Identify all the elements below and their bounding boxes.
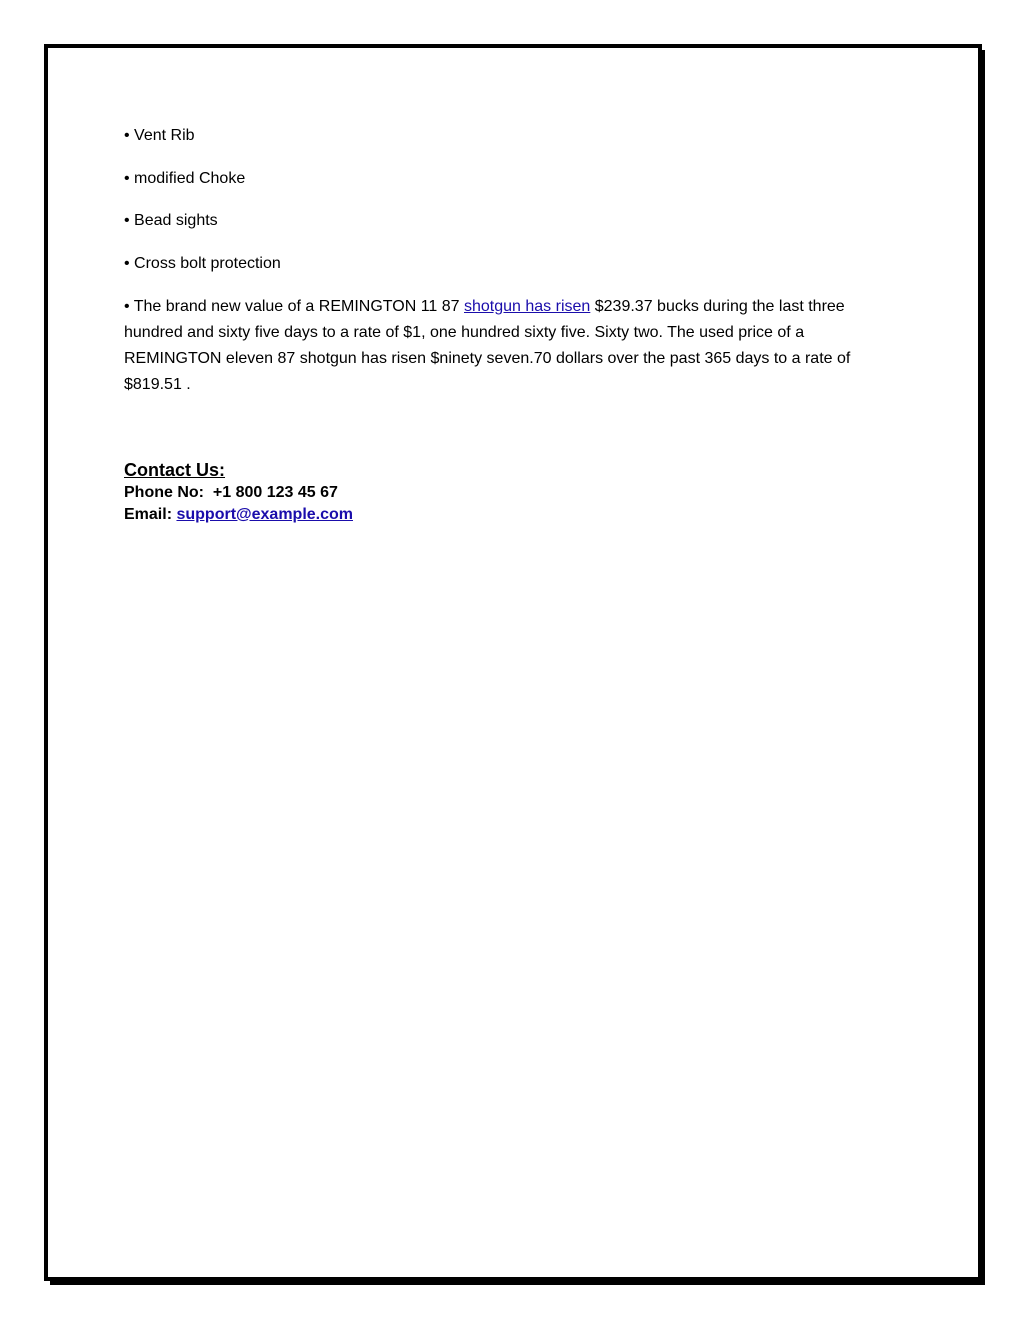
- phone-line: [124, 482, 894, 504]
- document-content: [124, 123, 894, 526]
- bullet-modified-choke: • modified Choke: [124, 169, 246, 187]
- phone-label: Phone No:: [124, 483, 213, 501]
- page-frame: [44, 44, 982, 1281]
- price-paragraph-rest: $239.37 bucks during the last three hundred and sixty five days to a rate of $1, one hundred sixty five. Sixty two. The used price of a REMINGTON eleven 87 shotgun has risen $ninety seven.70 dollars over the past 365 days to a rate of $819.51 .: [124, 297, 851, 393]
- price-paragraph-start: • The brand new value of a REMINGTON 11 87: [124, 297, 464, 315]
- contact-heading: Contact Us:: [124, 459, 226, 480]
- bullet-vent-rib: • Vent Rib: [124, 127, 195, 144]
- email-line: [124, 504, 894, 526]
- bullet-bead-sights: • Bead sights: [124, 212, 218, 230]
- bullet-cross-bolt-protection: • Cross bolt protection: [124, 255, 281, 273]
- contact-block: [124, 458, 894, 526]
- shotgun-has-risen-link[interactable]: shotgun has risen: [464, 297, 591, 315]
- email-label: Email:: [124, 505, 177, 523]
- price-paragraph: [124, 294, 894, 398]
- phone-value: +1 800 123 45 67: [212, 483, 338, 501]
- email-link[interactable]: support@example.com: [176, 505, 353, 523]
